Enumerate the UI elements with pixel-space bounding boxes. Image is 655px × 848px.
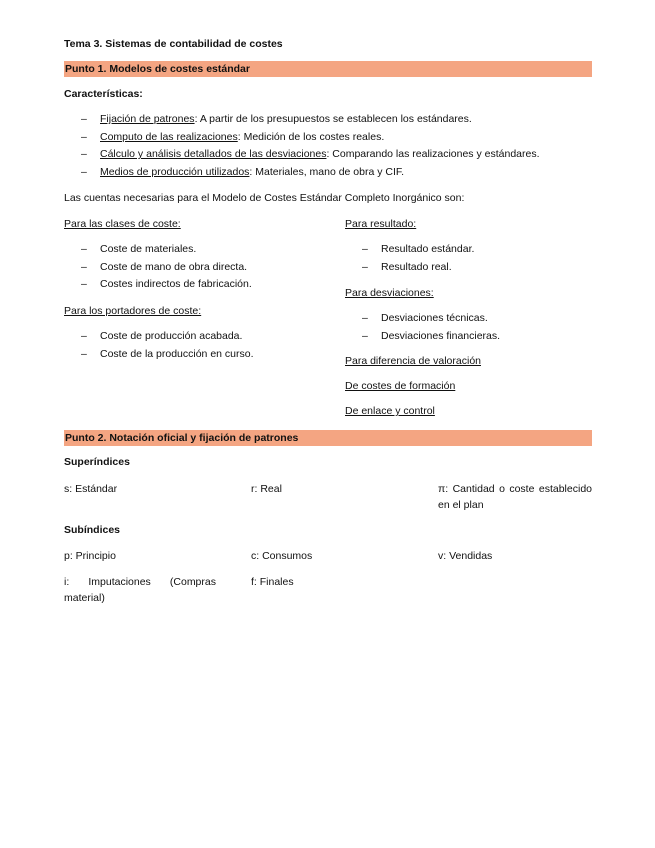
- list-item: – Costes indirectos de fabricación.: [64, 276, 252, 294]
- superscripts-label: Superíndices: [64, 456, 130, 468]
- valuation-difference-label: Para diferencia de valoración: [345, 355, 481, 367]
- list-item: – Desviaciones técnicas.: [345, 310, 500, 328]
- document-title: Tema 3. Sistemas de contabilidad de costes: [64, 38, 283, 50]
- right-column: [345, 218, 592, 417]
- dash-bullet-icon: –: [362, 260, 368, 273]
- dash-bullet-icon: –: [81, 130, 87, 143]
- dash-bullet-icon: –: [81, 260, 87, 273]
- dash-bullet-icon: –: [81, 113, 87, 125]
- list-item: – Computo de las realizaciones: Medición de los costes reales.: [64, 129, 540, 147]
- cost-carriers-list: [64, 328, 254, 363]
- list-item: – Medios de producción utilizados: Materiales, mano de obra y CIF.: [64, 164, 540, 182]
- subscripts-label: Subíndices: [64, 524, 121, 536]
- superscript-plan: π: Cantidad o coste establecido en el plan: [438, 483, 592, 511]
- characteristics-label: Características:: [64, 88, 143, 100]
- dash-bullet-icon: –: [362, 243, 368, 255]
- dash-bullet-icon: –: [81, 278, 87, 291]
- result-label: Para resultado:: [345, 218, 417, 230]
- list-item: – Coste de la producción en curso.: [64, 346, 254, 364]
- list-item: – Coste de materiales.: [64, 241, 252, 259]
- list-item: – Fijación de patrones: A partir de los presupuestos se establecen los estándares.: [64, 111, 540, 129]
- accounts-intro: Las cuentas necesarias para el Modelo de Costes Estándar Completo Inorgánico son:: [64, 192, 465, 204]
- link-control-label: De enlace y control: [345, 405, 435, 417]
- dash-bullet-icon: –: [81, 148, 87, 161]
- section-heading-1: Punto 1. Modelos de costes estándar: [64, 61, 592, 77]
- cost-classes-list: [64, 241, 252, 294]
- subscript-finals: f: Finales: [251, 576, 294, 588]
- subscript-sold: v: Vendidas: [438, 550, 493, 562]
- cost-classes-label: Para las clases de coste:: [64, 218, 181, 230]
- list-item: – Cálculo y análisis detallados de las desviaciones: Comparando las realizaciones y estándares.: [64, 146, 540, 164]
- subscript-imputations: i: Imputaciones (Compras material): [64, 576, 216, 604]
- characteristics-list: [64, 111, 540, 181]
- dash-bullet-icon: –: [81, 165, 87, 178]
- superscript-standard: s: Estándar: [64, 483, 118, 495]
- left-column: [64, 218, 334, 360]
- subscript-consumption: c: Consumos: [251, 550, 313, 562]
- dash-bullet-icon: –: [362, 329, 368, 342]
- list-item: – Coste de producción acabada.: [64, 328, 254, 346]
- subscript-principle: p: Principio: [64, 550, 116, 562]
- deviations-label: Para desviaciones:: [345, 287, 434, 299]
- cost-carriers-label: Para los portadores de coste:: [64, 305, 202, 317]
- deviations-list: [345, 310, 500, 345]
- result-list: [345, 241, 474, 276]
- list-item: – Coste de mano de obra directa.: [64, 259, 252, 277]
- dash-bullet-icon: –: [81, 330, 87, 342]
- superscript-real: r: Real: [251, 483, 282, 495]
- section-heading-2: Punto 2. Notación oficial y fijación de patrones: [64, 430, 592, 446]
- list-item: – Desviaciones financieras.: [345, 328, 500, 346]
- dash-bullet-icon: –: [362, 312, 368, 324]
- formation-costs-label: De costes de formación: [345, 380, 456, 392]
- list-item: – Resultado real.: [345, 259, 474, 277]
- list-item: – Resultado estándar.: [345, 241, 474, 259]
- dash-bullet-icon: –: [81, 243, 87, 255]
- dash-bullet-icon: –: [81, 347, 87, 360]
